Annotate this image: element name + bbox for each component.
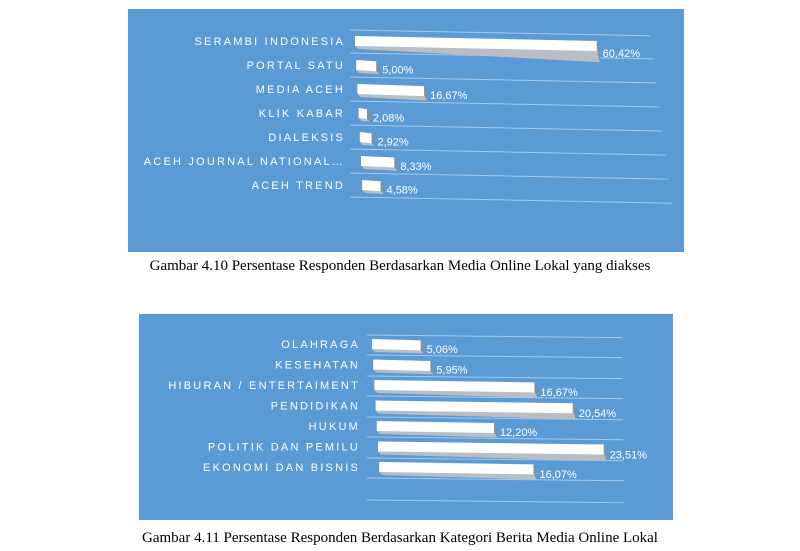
value-label: 2,08%	[372, 112, 405, 125]
value-label: 12,20%	[499, 427, 538, 440]
value-label: 5,00%	[382, 64, 414, 77]
value-label: 20,54%	[578, 408, 617, 421]
category-label: SERAMBI INDONESIA	[194, 36, 345, 48]
gridline	[367, 500, 624, 503]
category-label: ACEH JOURNAL NATIONAL…	[143, 156, 345, 168]
chart-2-plot	[168, 335, 647, 503]
value-label: 16,07%	[539, 468, 577, 481]
category-label: PORTAL SATU	[246, 60, 345, 72]
value-label: 5,95%	[436, 364, 468, 377]
category-label: MEDIA ACEH	[255, 84, 345, 96]
category-label: EKONOMI DAN BISNIS	[203, 462, 360, 474]
value-label: 4,58%	[386, 184, 418, 197]
bar	[372, 339, 421, 350]
gridline	[367, 478, 624, 481]
value-label: 16,67%	[430, 90, 468, 103]
category-label: DIALEKSIS	[268, 132, 345, 144]
value-label: 8,33%	[400, 161, 432, 174]
gridline	[367, 355, 622, 358]
gridline	[367, 335, 622, 338]
category-label: HIBURAN / ENTERTAIMENT	[168, 380, 360, 392]
category-label: KESEHATAN	[275, 359, 360, 372]
figure-caption-4-11: Gambar 4.11 Persentase Responden Berdasarkan Kategori Berita Media Online Lokal	[142, 530, 658, 546]
value-label: 23,51%	[609, 449, 648, 462]
category-label: ACEH TREND	[251, 180, 345, 192]
value-label: 60,42%	[602, 47, 640, 60]
figure-caption-4-10: Gambar 4.10 Persentase Responden Berdasarkan Media Online Lokal yang diakses	[149, 258, 651, 274]
category-label: POLITIK DAN PEMILU	[207, 441, 360, 454]
category-label: OLAHRAGA	[281, 339, 360, 351]
category-label: HUKUM	[308, 421, 360, 433]
value-label: 5,06%	[426, 343, 458, 356]
value-label: 16,67%	[540, 386, 578, 399]
bar	[373, 360, 430, 372]
value-label: 2,92%	[377, 136, 409, 149]
category-label: PENDIDIKAN	[270, 400, 360, 413]
bar	[377, 421, 494, 433]
category-label: KLIK KABAR	[258, 108, 345, 120]
gridline	[367, 376, 623, 379]
